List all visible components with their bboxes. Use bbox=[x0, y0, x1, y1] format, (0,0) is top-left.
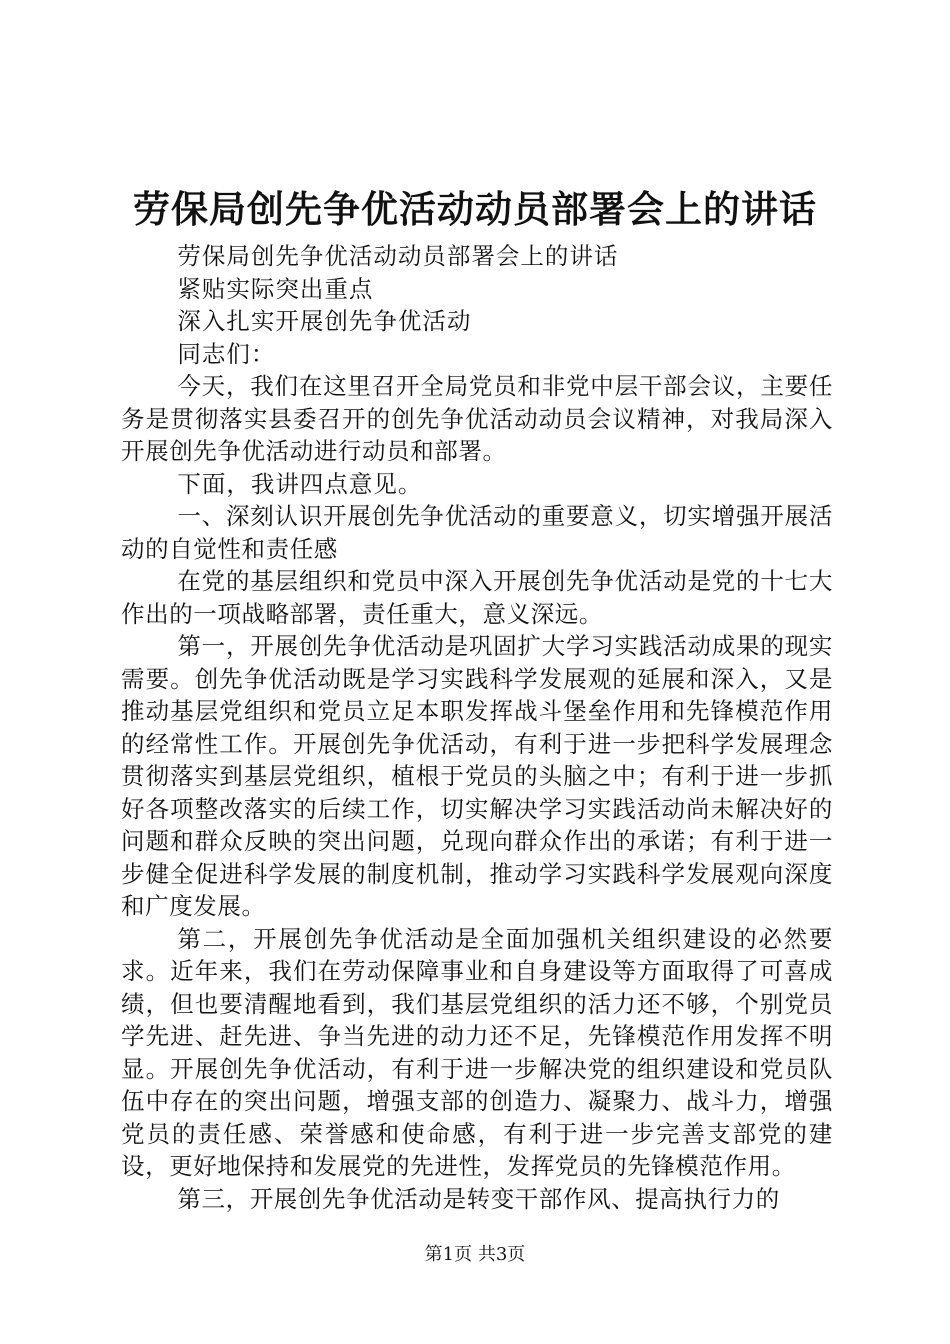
document-body bbox=[121, 240, 833, 1215]
paragraph-outline: 下面，我讲四点意见。 bbox=[177, 469, 423, 498]
paragraph-heading-1: 紧贴实际突出重点 bbox=[177, 274, 374, 303]
document-title: 劳保局创先争优活动动员部署会上的讲话 bbox=[133, 187, 817, 231]
paragraph-intro: 今天，我们在这里召开全局党员和非党中层干部会议，主要任务是贯彻落实县委召开的创先争优活动动员会议精神，对我局深入开展创先争优活动进行动员和部署。 bbox=[121, 372, 833, 465]
paragraph-point-3: 第三，开展创先争优活动是转变干部作风、提高执行力的 bbox=[177, 1184, 780, 1213]
paragraph-section-1-intro: 在党的基层组织和党员中深入开展创先争优活动是党的十七大作出的一项战略部署，责任重大，意义深远。 bbox=[121, 567, 833, 628]
paragraph-point-1: 第一，开展创先争优活动是巩固扩大学习实践活动成果的现实需要。创先争优活动既是学习实践科学发展观的延展和深入，又是推动基层党组织和党员立足本职发挥战斗堡垒作用和先锋模范作用的经常性工作。开展创先争优活动，有利于进一步把科学发展理念贯彻落实到基层党组织，植根于党员的头脑之中；有利于进一步抓好各项整改落实的后续工作，切实解决学习实践活动尚未解决好的问题和群众反映的突出问题，兑现向群众作出的承诺；有利于进一步健全促进科学发展的制度机制，推动学习实践科学发展观向深度和广度发展。 bbox=[121, 632, 833, 920]
paragraph-salutation: 同志们： bbox=[177, 339, 276, 368]
paragraph-heading-2: 深入扎实开展创先争优活动 bbox=[177, 307, 472, 335]
paragraph-subtitle: 劳保局创先争优活动动员部署会上的讲话 bbox=[177, 242, 619, 270]
paragraph-section-1: 一、深刻认识开展创先争优活动的重要意义，切实增强开展活动的自觉性和责任感 bbox=[121, 502, 833, 563]
paragraph-point-2: 第二，开展创先争优活动是全面加强机关组织建设的必然要求。近年来，我们在劳动保障事业和自身建设等方面取得了可喜成绩，但也要清醒地看到，我们基层党组织的活力还不够，个别党员学先进、赶先进、争当先进的动力还不足，先锋模范作用发挥不明显。开展创先争优活动，有利于进一步解决党的组织建设和党员队伍中存在的突出问题，增强支部的创造力、凝聚力、战斗力，增强党员的责任感、荣誉感和使命感，有利于进一步完善支部党的建设，更好地保持和发展党的先进性，发挥党员的先锋模范作用。 bbox=[121, 924, 833, 1180]
page-footer: 第1页 共3页 bbox=[424, 1244, 526, 1265]
